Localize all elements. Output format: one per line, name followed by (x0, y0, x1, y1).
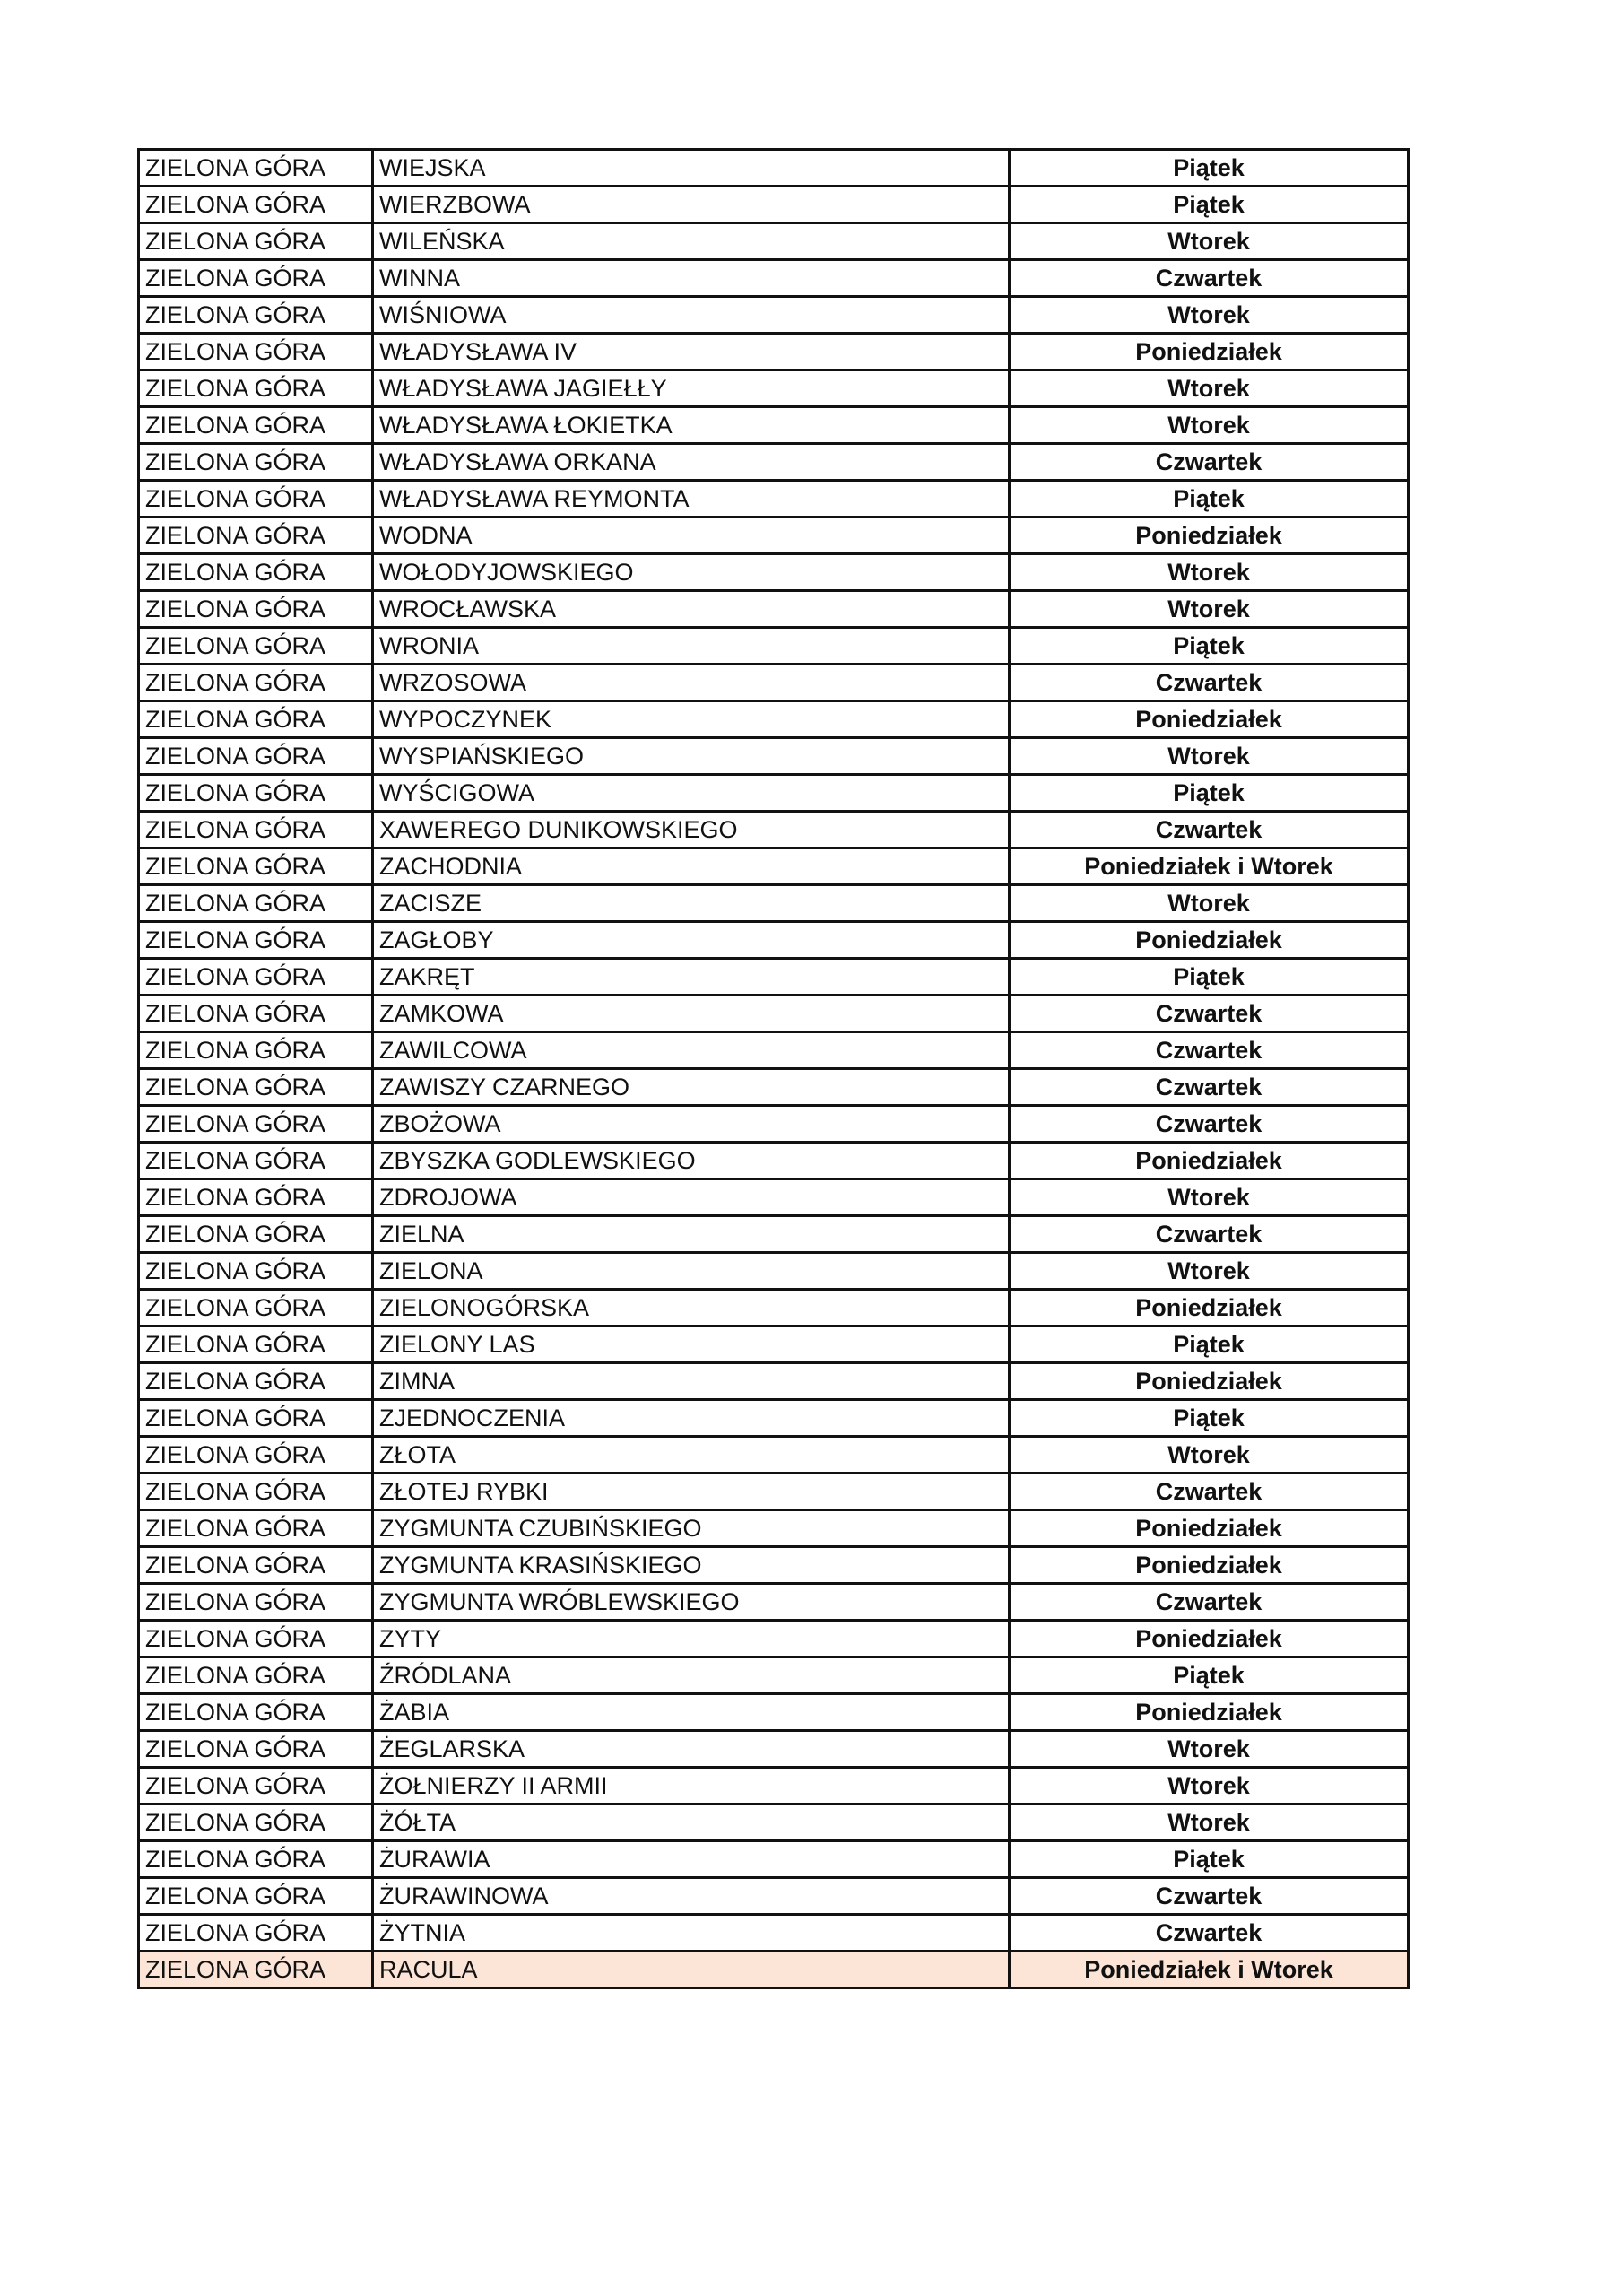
table-row (139, 370, 1409, 407)
city-cell: ZIELONA GÓRA (139, 885, 373, 922)
day-cell: Piątek (1010, 1657, 1409, 1694)
day-cell: Wtorek (1010, 223, 1409, 260)
street-cell: ŻYTNIA (373, 1915, 1010, 1952)
day-cell: Poniedziałek i Wtorek (1010, 1952, 1409, 1988)
day-cell: Piątek (1010, 959, 1409, 996)
city-cell: ZIELONA GÓRA (139, 334, 373, 370)
table-row (139, 1878, 1409, 1915)
day-cell: Poniedziałek (1010, 1363, 1409, 1400)
street-cell: WOŁODYJOWSKIEGO (373, 554, 1010, 591)
street-cell: XAWEREGO DUNIKOWSKIEGO (373, 812, 1010, 848)
street-cell: ZIELNA (373, 1216, 1010, 1253)
street-cell: WŁADYSŁAWA REYMONTA (373, 481, 1010, 517)
city-cell: ZIELONA GÓRA (139, 1179, 373, 1216)
table-row (139, 1621, 1409, 1657)
day-cell: Wtorek (1010, 1179, 1409, 1216)
table-row (139, 812, 1409, 848)
street-cell: ZAWISZY CZARNEGO (373, 1069, 1010, 1106)
city-cell: ZIELONA GÓRA (139, 591, 373, 628)
city-cell: ZIELONA GÓRA (139, 187, 373, 223)
table-row-highlighted (139, 1952, 1409, 1988)
table-row (139, 1253, 1409, 1290)
table-row (139, 1474, 1409, 1510)
table-row (139, 1768, 1409, 1805)
table-row (139, 1363, 1409, 1400)
city-cell: ZIELONA GÓRA (139, 1363, 373, 1400)
day-cell: Wtorek (1010, 370, 1409, 407)
day-cell: Poniedziałek (1010, 1143, 1409, 1179)
street-cell: ZAKRĘT (373, 959, 1010, 996)
city-cell: ZIELONA GÓRA (139, 775, 373, 812)
city-cell: ZIELONA GÓRA (139, 1474, 373, 1510)
street-cell: ZAGŁOBY (373, 922, 1010, 959)
day-cell: Czwartek (1010, 812, 1409, 848)
street-cell: ZDROJOWA (373, 1179, 1010, 1216)
day-cell: Poniedziałek (1010, 1694, 1409, 1731)
street-cell: ZIELONA (373, 1253, 1010, 1290)
street-cell: ZAWILCOWA (373, 1032, 1010, 1069)
street-cell: WODNA (373, 517, 1010, 554)
day-cell: Piątek (1010, 628, 1409, 665)
city-cell: ZIELONA GÓRA (139, 665, 373, 701)
day-cell: Wtorek (1010, 554, 1409, 591)
city-cell: ZIELONA GÓRA (139, 517, 373, 554)
street-cell: WŁADYSŁAWA ŁOKIETKA (373, 407, 1010, 444)
street-cell: ZIMNA (373, 1363, 1010, 1400)
table-row (139, 150, 1409, 187)
city-cell: ZIELONA GÓRA (139, 1069, 373, 1106)
street-cell: WROCŁAWSKA (373, 591, 1010, 628)
day-cell: Poniedziałek (1010, 701, 1409, 738)
day-cell: Czwartek (1010, 260, 1409, 297)
day-cell: Poniedziałek (1010, 1547, 1409, 1584)
street-cell: ZYGMUNTA WRÓBLEWSKIEGO (373, 1584, 1010, 1621)
city-cell: ZIELONA GÓRA (139, 297, 373, 334)
table-row (139, 444, 1409, 481)
street-cell: WILEŃSKA (373, 223, 1010, 260)
street-cell: ŻOŁNIERZY II ARMII (373, 1768, 1010, 1805)
table-row (139, 187, 1409, 223)
table-row (139, 1584, 1409, 1621)
table-row (139, 517, 1409, 554)
day-cell: Poniedziałek (1010, 334, 1409, 370)
city-cell: ZIELONA GÓRA (139, 1143, 373, 1179)
day-cell: Wtorek (1010, 1731, 1409, 1768)
schedule-table-body (139, 150, 1409, 1988)
city-cell: ZIELONA GÓRA (139, 1290, 373, 1326)
city-cell: ZIELONA GÓRA (139, 444, 373, 481)
day-cell: Czwartek (1010, 996, 1409, 1032)
day-cell: Wtorek (1010, 407, 1409, 444)
city-cell: ZIELONA GÓRA (139, 370, 373, 407)
city-cell: ZIELONA GÓRA (139, 922, 373, 959)
street-cell: ŻEGLARSKA (373, 1731, 1010, 1768)
city-cell: ZIELONA GÓRA (139, 260, 373, 297)
table-row (139, 1915, 1409, 1952)
street-cell: ŹRÓDLANA (373, 1657, 1010, 1694)
street-cell: WŁADYSŁAWA JAGIEŁŁY (373, 370, 1010, 407)
table-row (139, 1694, 1409, 1731)
day-cell: Wtorek (1010, 738, 1409, 775)
street-cell: WIERZBOWA (373, 187, 1010, 223)
day-cell: Piątek (1010, 1841, 1409, 1878)
table-row (139, 922, 1409, 959)
city-cell: ZIELONA GÓRA (139, 1841, 373, 1878)
schedule-table (137, 148, 1410, 1989)
day-cell: Poniedziałek i Wtorek (1010, 848, 1409, 885)
day-cell: Piątek (1010, 1326, 1409, 1363)
city-cell: ZIELONA GÓRA (139, 223, 373, 260)
table-row (139, 628, 1409, 665)
street-cell: WYSPIAŃSKIEGO (373, 738, 1010, 775)
city-cell: ZIELONA GÓRA (139, 1805, 373, 1841)
street-cell: ZACISZE (373, 885, 1010, 922)
city-cell: ZIELONA GÓRA (139, 701, 373, 738)
city-cell: ZIELONA GÓRA (139, 1878, 373, 1915)
street-cell: ZBYSZKA GODLEWSKIEGO (373, 1143, 1010, 1179)
table-row (139, 1400, 1409, 1437)
day-cell: Wtorek (1010, 1253, 1409, 1290)
day-cell: Piątek (1010, 481, 1409, 517)
table-row (139, 1216, 1409, 1253)
city-cell: ZIELONA GÓRA (139, 1400, 373, 1437)
day-cell: Piątek (1010, 775, 1409, 812)
table-row (139, 885, 1409, 922)
street-cell: ZYGMUNTA KRASIŃSKIEGO (373, 1547, 1010, 1584)
table-row (139, 334, 1409, 370)
street-cell: ZŁOTEJ RYBKI (373, 1474, 1010, 1510)
city-cell: ZIELONA GÓRA (139, 738, 373, 775)
day-cell: Czwartek (1010, 1915, 1409, 1952)
city-cell: ZIELONA GÓRA (139, 1510, 373, 1547)
table-row (139, 223, 1409, 260)
day-cell: Poniedziałek (1010, 922, 1409, 959)
day-cell: Piątek (1010, 150, 1409, 187)
day-cell: Piątek (1010, 1400, 1409, 1437)
day-cell: Czwartek (1010, 1032, 1409, 1069)
street-cell: RACULA (373, 1952, 1010, 1988)
city-cell: ZIELONA GÓRA (139, 1915, 373, 1952)
street-cell: WŁADYSŁAWA ORKANA (373, 444, 1010, 481)
street-cell: ŻABIA (373, 1694, 1010, 1731)
day-cell: Czwartek (1010, 1216, 1409, 1253)
street-cell: WIŚNIOWA (373, 297, 1010, 334)
city-cell: ZIELONA GÓRA (139, 407, 373, 444)
table-row (139, 1437, 1409, 1474)
table-row (139, 738, 1409, 775)
city-cell: ZIELONA GÓRA (139, 1106, 373, 1143)
city-cell: ZIELONA GÓRA (139, 812, 373, 848)
city-cell: ZIELONA GÓRA (139, 1253, 373, 1290)
day-cell: Poniedziałek (1010, 1621, 1409, 1657)
table-row (139, 1326, 1409, 1363)
table-row (139, 1069, 1409, 1106)
day-cell: Wtorek (1010, 885, 1409, 922)
street-cell: WRONIA (373, 628, 1010, 665)
table-row (139, 1510, 1409, 1547)
table-row (139, 1547, 1409, 1584)
day-cell: Czwartek (1010, 1106, 1409, 1143)
city-cell: ZIELONA GÓRA (139, 1731, 373, 1768)
city-cell: ZIELONA GÓRA (139, 1437, 373, 1474)
street-cell: ŻURAWINOWA (373, 1878, 1010, 1915)
table-row (139, 775, 1409, 812)
city-cell: ZIELONA GÓRA (139, 1768, 373, 1805)
day-cell: Poniedziałek (1010, 1510, 1409, 1547)
city-cell: ZIELONA GÓRA (139, 848, 373, 885)
city-cell: ZIELONA GÓRA (139, 628, 373, 665)
street-cell: ŻURAWIA (373, 1841, 1010, 1878)
street-cell: WŁADYSŁAWA IV (373, 334, 1010, 370)
day-cell: Poniedziałek (1010, 517, 1409, 554)
day-cell: Wtorek (1010, 1805, 1409, 1841)
table-row (139, 407, 1409, 444)
table-row (139, 1805, 1409, 1841)
table-row (139, 481, 1409, 517)
table-row (139, 1731, 1409, 1768)
street-cell: ŻÓŁTA (373, 1805, 1010, 1841)
street-cell: WIEJSKA (373, 150, 1010, 187)
table-row (139, 996, 1409, 1032)
day-cell: Poniedziałek (1010, 1290, 1409, 1326)
city-cell: ZIELONA GÓRA (139, 1584, 373, 1621)
city-cell: ZIELONA GÓRA (139, 481, 373, 517)
street-cell: ZIELONY LAS (373, 1326, 1010, 1363)
day-cell: Czwartek (1010, 1878, 1409, 1915)
table-row (139, 297, 1409, 334)
street-cell: ZAMKOWA (373, 996, 1010, 1032)
street-cell: ZACHODNIA (373, 848, 1010, 885)
table-row (139, 1179, 1409, 1216)
day-cell: Czwartek (1010, 1474, 1409, 1510)
table-row (139, 591, 1409, 628)
table-row (139, 1657, 1409, 1694)
city-cell: ZIELONA GÓRA (139, 996, 373, 1032)
day-cell: Czwartek (1010, 1584, 1409, 1621)
city-cell: ZIELONA GÓRA (139, 554, 373, 591)
day-cell: Piątek (1010, 187, 1409, 223)
day-cell: Wtorek (1010, 591, 1409, 628)
table-row (139, 665, 1409, 701)
city-cell: ZIELONA GÓRA (139, 150, 373, 187)
street-cell: ZJEDNOCZENIA (373, 1400, 1010, 1437)
street-cell: ZBOŻOWA (373, 1106, 1010, 1143)
city-cell: ZIELONA GÓRA (139, 959, 373, 996)
city-cell: ZIELONA GÓRA (139, 1032, 373, 1069)
table-row (139, 848, 1409, 885)
day-cell: Wtorek (1010, 297, 1409, 334)
street-cell: ZYTY (373, 1621, 1010, 1657)
table-row (139, 260, 1409, 297)
street-cell: WYŚCIGOWA (373, 775, 1010, 812)
city-cell: ZIELONA GÓRA (139, 1216, 373, 1253)
table-row (139, 701, 1409, 738)
street-cell: WRZOSOWA (373, 665, 1010, 701)
city-cell: ZIELONA GÓRA (139, 1547, 373, 1584)
table-row (139, 1143, 1409, 1179)
street-cell: WYPOCZYNEK (373, 701, 1010, 738)
day-cell: Czwartek (1010, 1069, 1409, 1106)
street-cell: ZIELONOGÓRSKA (373, 1290, 1010, 1326)
city-cell: ZIELONA GÓRA (139, 1952, 373, 1988)
city-cell: ZIELONA GÓRA (139, 1694, 373, 1731)
table-row (139, 1841, 1409, 1878)
day-cell: Wtorek (1010, 1437, 1409, 1474)
day-cell: Wtorek (1010, 1768, 1409, 1805)
table-row (139, 1032, 1409, 1069)
day-cell: Czwartek (1010, 444, 1409, 481)
table-row (139, 1290, 1409, 1326)
street-cell: WINNA (373, 260, 1010, 297)
table-row (139, 1106, 1409, 1143)
table-row (139, 554, 1409, 591)
city-cell: ZIELONA GÓRA (139, 1621, 373, 1657)
table-row (139, 959, 1409, 996)
day-cell: Czwartek (1010, 665, 1409, 701)
city-cell: ZIELONA GÓRA (139, 1326, 373, 1363)
street-cell: ZYGMUNTA CZUBIŃSKIEGO (373, 1510, 1010, 1547)
street-cell: ZŁOTA (373, 1437, 1010, 1474)
city-cell: ZIELONA GÓRA (139, 1657, 373, 1694)
